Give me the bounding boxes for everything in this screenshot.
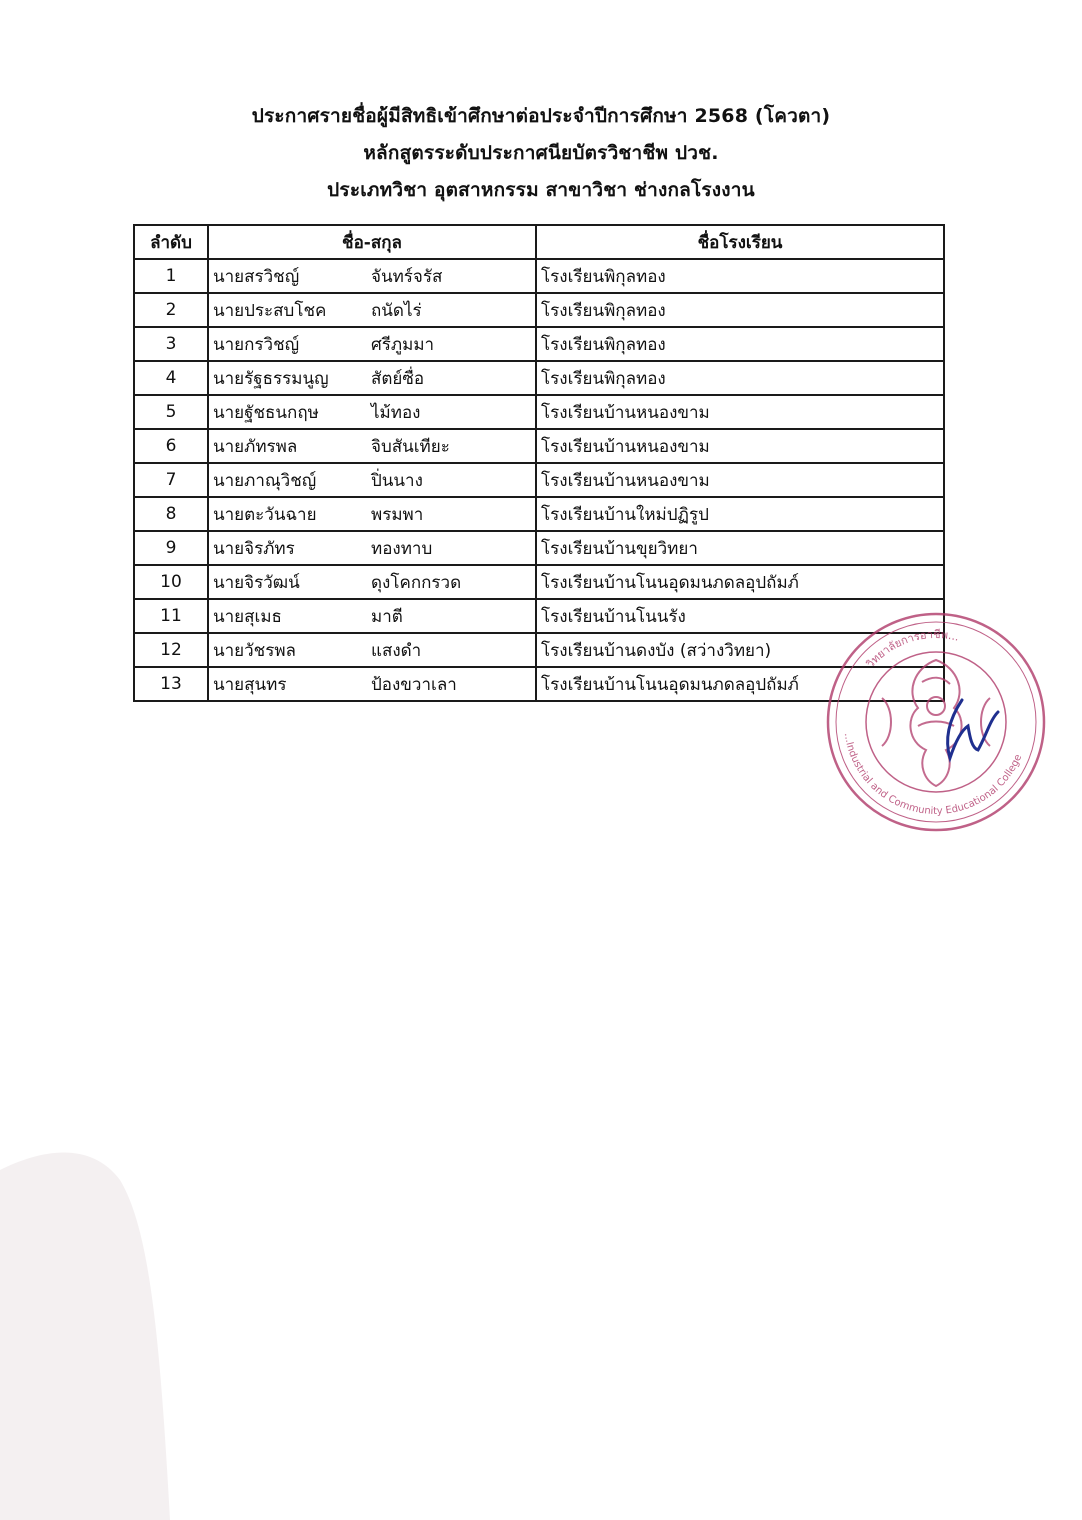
first-name: นายภาณุวิชญ์: [213, 470, 317, 491]
last-name: ดุงโคกกรวด: [371, 572, 462, 593]
student-name: [208, 531, 536, 565]
last-name: ปิ่นนาง: [371, 470, 423, 491]
row-number: 6: [134, 429, 208, 463]
col-header-name: ชื่อ-สกุล: [208, 225, 536, 259]
student-name: [208, 497, 536, 531]
row-number: 7: [134, 463, 208, 497]
table-row: [134, 395, 944, 429]
school-name: โรงเรียนบ้านใหม่ปฏิรูป: [536, 497, 944, 531]
last-name: แสงดำ: [371, 640, 422, 661]
school-name: โรงเรียนบ้านโนนอุดมนภดลอุปถัมภ์: [536, 565, 944, 599]
school-name: โรงเรียนบ้านดงบัง (สว่างวิทยา): [536, 633, 944, 667]
first-name: นายภัทรพล: [213, 436, 298, 457]
row-number: 8: [134, 497, 208, 531]
row-number: 9: [134, 531, 208, 565]
row-number: 1: [134, 259, 208, 293]
school-name: โรงเรียนบ้านโนนรัง: [536, 599, 944, 633]
first-name: นายวัชรพล: [213, 640, 296, 661]
row-number: 4: [134, 361, 208, 395]
table-header-row: [134, 225, 944, 259]
school-name: โรงเรียนบ้านหนองขาม: [536, 395, 944, 429]
first-name: นายตะวันฉาย: [213, 504, 317, 525]
scan-shadow: [0, 1140, 240, 1520]
row-number: 11: [134, 599, 208, 633]
seal-text-bottom: ...Industrial and Community Educational College: [841, 732, 1025, 818]
seal-text-top: วิทยาลัยการอาชีพ...: [863, 627, 961, 671]
last-name: จันทร์จรัส: [371, 266, 443, 287]
first-name: นายสุเมธ: [213, 606, 282, 627]
row-number: 13: [134, 667, 208, 701]
last-name: มาตี: [371, 606, 403, 627]
student-name: [208, 361, 536, 395]
table-row: [134, 327, 944, 361]
last-name: ป้องขวาเลา: [371, 674, 457, 695]
school-name: โรงเรียนบ้านขุยวิทยา: [536, 531, 944, 565]
student-name: [208, 565, 536, 599]
department-major: ประเภทวิชา อุตสาหกรรม สาขาวิชา ช่างกลโรงงาน: [327, 179, 755, 201]
col-header-order: ลำดับ: [134, 225, 208, 259]
student-name: [208, 429, 536, 463]
first-name: นายจิรวัฒน์: [213, 572, 300, 593]
student-name: [208, 463, 536, 497]
college-seal-stamp: [822, 608, 1050, 836]
row-number: 2: [134, 293, 208, 327]
first-name: นายสุนทร: [213, 674, 287, 695]
table-row: [134, 259, 944, 293]
program-level: หลักสูตรระดับประกาศนียบัตรวิชาชีพ ปวช.: [363, 142, 719, 164]
school-name: โรงเรียนบ้านหนองขาม: [536, 463, 944, 497]
col-header-school: ชื่อโรงเรียน: [536, 225, 944, 259]
table-row: [134, 429, 944, 463]
school-name: โรงเรียนพิกุลทอง: [536, 293, 944, 327]
last-name: ไม้ทอง: [371, 402, 421, 423]
student-name: [208, 633, 536, 667]
last-name: สัตย์ซื่อ: [371, 368, 425, 389]
last-name: ถนัดไร่: [371, 300, 422, 321]
student-name: [208, 395, 536, 429]
row-number: 5: [134, 395, 208, 429]
signature-mark: [948, 700, 998, 758]
table-row: [134, 531, 944, 565]
first-name: นายจิรภัทร: [213, 538, 295, 559]
student-name: [208, 293, 536, 327]
student-name: [208, 259, 536, 293]
first-name: นายกรวิชญ์: [213, 334, 300, 355]
row-number: 3: [134, 327, 208, 361]
first-name: นายประสบโชค: [213, 300, 327, 321]
school-name: โรงเรียนบ้านโนนอุดมนภดลอุปถัมภ์: [536, 667, 944, 701]
last-name: ศรีภูมมา: [371, 334, 435, 355]
table-row: [134, 293, 944, 327]
school-name: โรงเรียนบ้านหนองขาม: [536, 429, 944, 463]
last-name: จิบสันเทียะ: [371, 436, 450, 457]
school-name: โรงเรียนพิกุลทอง: [536, 361, 944, 395]
table-row: [134, 463, 944, 497]
table-row: [134, 497, 944, 531]
first-name: นายสรวิชญ์: [213, 266, 300, 287]
row-number: 10: [134, 565, 208, 599]
last-name: ทองทาบ: [371, 538, 433, 559]
announcement-title: ประกาศรายชื่อผู้มีสิทธิเข้าศึกษาต่อประจำปีการศึกษา 2568 (โควตา): [251, 105, 831, 127]
school-name: โรงเรียนพิกุลทอง: [536, 259, 944, 293]
table-row: [134, 565, 944, 599]
seal-emblem: [882, 660, 990, 786]
first-name: นายฐัชธนกฤษ: [213, 402, 319, 423]
last-name: พรมพา: [371, 504, 424, 525]
table-row: [134, 361, 944, 395]
student-name: [208, 327, 536, 361]
student-name: [208, 667, 536, 701]
student-name: [208, 599, 536, 633]
school-name: โรงเรียนพิกุลทอง: [536, 327, 944, 361]
first-name: นายรัฐธรรมนูญ: [213, 368, 329, 389]
row-number: 12: [134, 633, 208, 667]
document-header: [0, 98, 1082, 209]
